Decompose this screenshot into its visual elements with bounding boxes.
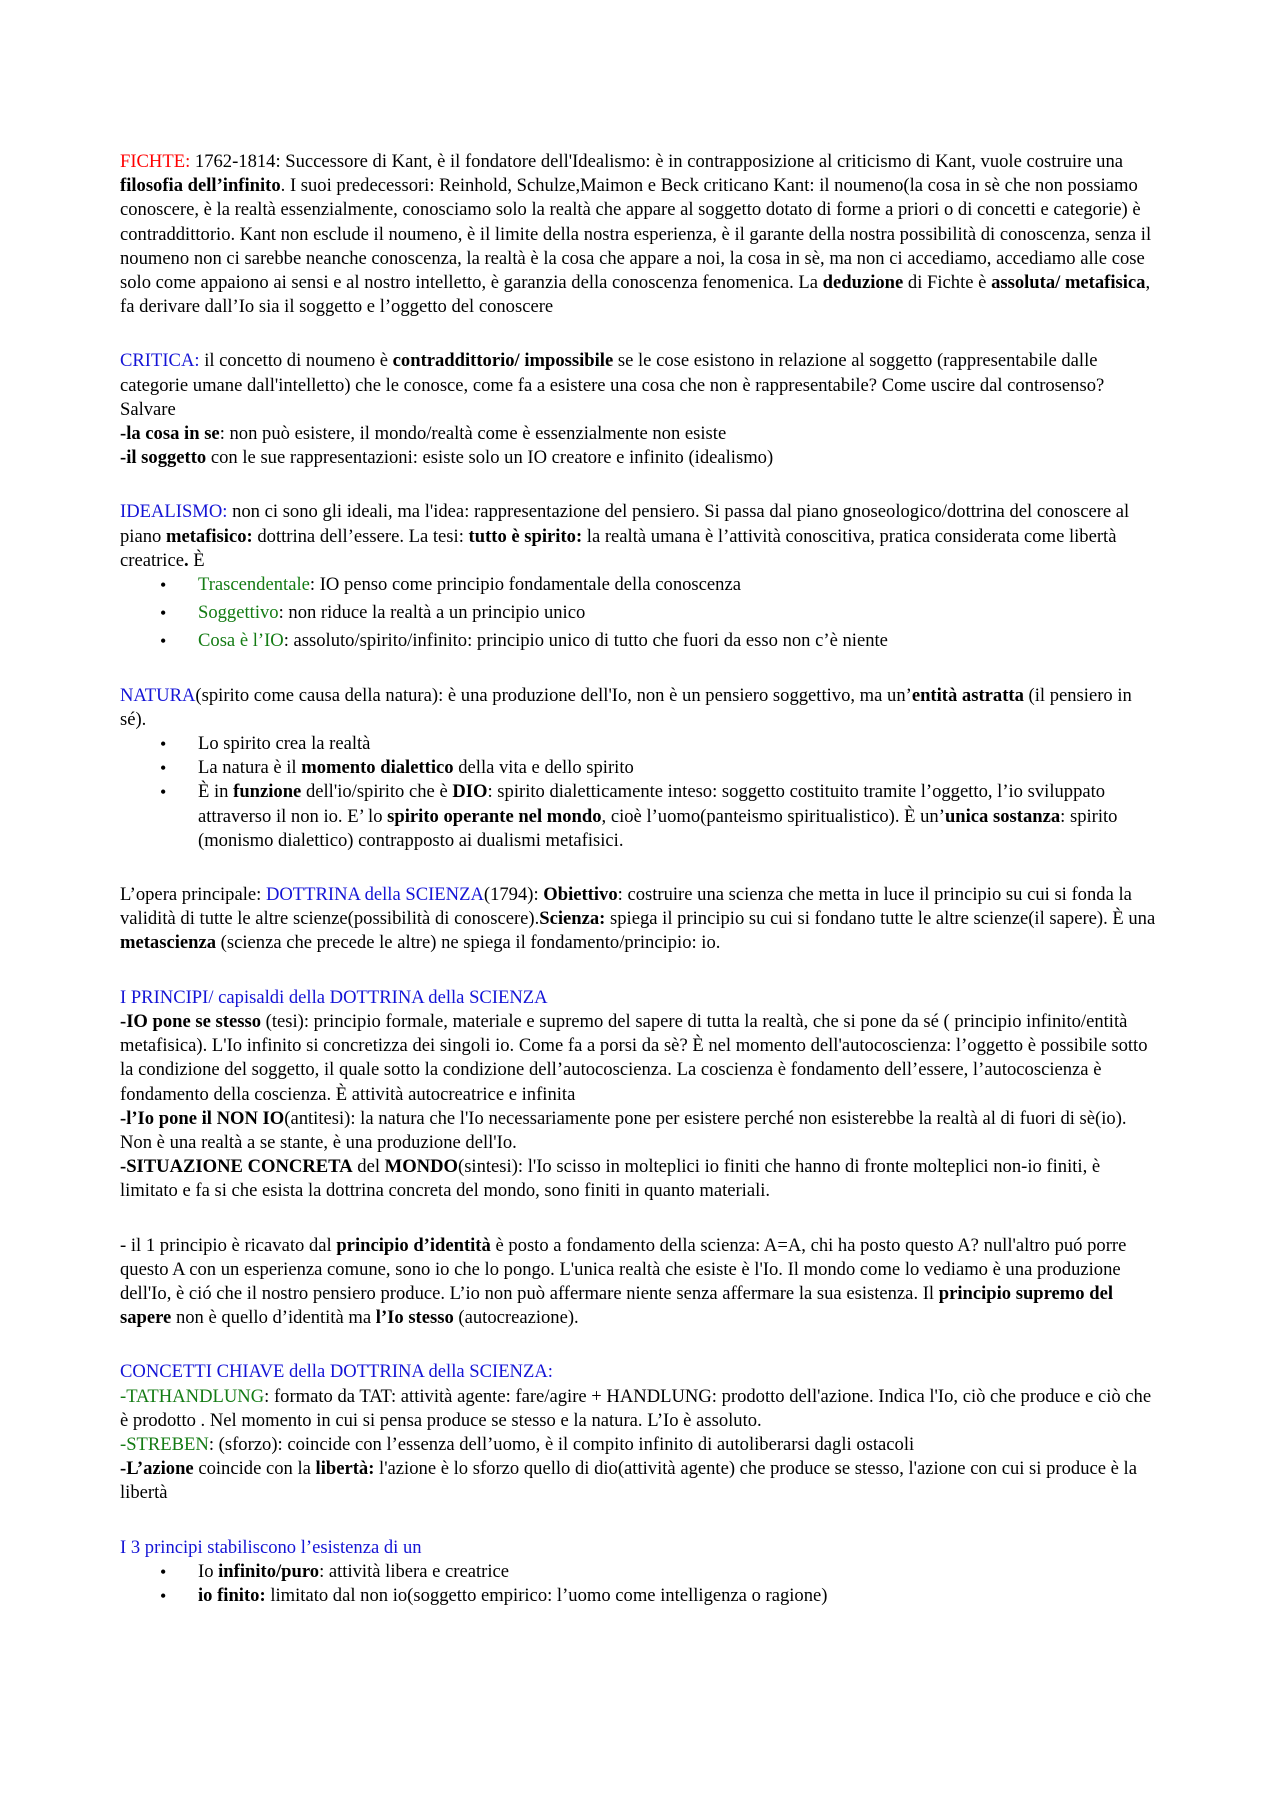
concetto-azione: -L’azione coincide con la libertà: l'azione è lo sforzo quello di dio(attività agente) che produce se stesso, l'azione con cui si produce è la libertà: [120, 1458, 1137, 1504]
list-item: • Soggettivo: non riduce la realtà a un principio unico: [120, 601, 1160, 625]
list-item: • Io infinito/puro: attività libera e creatrice: [120, 1560, 1160, 1584]
paragraph-primo-principio: - il 1 principio è ricavato dal principio d’identità è posto a fondamento della scienza: A=A, chi ha posto questo A? null'altro puó porre questo A con un esperienza comune, sono io che lo pongo. L'unica realtà che esiste è l'Io. Il mondo come lo vediamo è una produzione dell'Io, è ció che il nostro pensiero produce. L’io non può affermare niente senza affermare la sua esistenza. Il principio supremo del sapere non è quello d’identità ma l’Io stesso (autocreazione).: [120, 1234, 1127, 1329]
heading-dottrina: DOTTRINA della SCIENZA: [265, 884, 484, 906]
heading-critica: CRITICA:: [120, 350, 200, 372]
list-item: • È in funzione dell'io/spirito che è DIO: spirito dialetticamente inteso: soggetto costituito tramite l’oggetto, l’io sviluppato attraverso il non io. E’ lo spirito operante nel mondo, cioè l’uomo(panteismo spiritualistico). È un’unica sostanza: spirito (monismo dialettico) contrapposto ai dualismi metafisici.: [120, 780, 1160, 853]
heading-tre-principi: I 3 principi stabiliscono l’esistenza di un: [120, 1536, 422, 1558]
list-item: • io finito: limitato dal non io(soggetto empirico: l’uomo come intelligenza o ragione): [120, 1584, 1160, 1608]
principio-mondo: -SITUAZIONE CONCRETA del MONDO(sintesi): l'Io scisso in molteplici io finiti che hanno di fronte molteplici non-io finiti, è limitato e fa si che esista la dottrina concreta del mondo, sono finiti in quanto materiali.: [120, 1156, 1101, 1202]
heading-fichte: FICHTE:: [120, 151, 191, 172]
heading-idealismo: IDEALISMO:: [120, 501, 228, 523]
paragraph-natura: NATURA(spirito come causa della natura): è una produzione dell'Io, non è un pensiero soggettivo, ma un’entità astratta (il pensiero in sé).: [120, 684, 1132, 730]
paragraph-idealismo: IDEALISMO: non ci sono gli ideali, ma l'idea: rappresentazione del pensiero. Si passa dal piano gnoseologico/dottrina del conoscere al piano metafisico: dottrina dell’essere. La tesi: tutto è spirito: la realtà umana è l’attività conoscitiva, pratica considerata come libertà creatrice. È: [120, 501, 1130, 571]
critica-line-soggetto: -il soggetto con le sue rappresentazioni: esiste solo un IO creatore e infinito (idealismo): [120, 447, 774, 469]
critica-line-cosa: -la cosa in se: non può esistere, il mondo/realtà come è essenzialmente non esiste: [120, 423, 727, 445]
paragraph-critica: CRITICA: il concetto di noumeno è contraddittorio/ impossibile se le cose esistono in relazione al soggetto (rappresentabile dalle categorie umane dall'intelletto) che le conosce, come fa a esistere una cosa che non è rappresentabile? Come uscire dal controsenso? Salvare: [120, 350, 1105, 420]
list-item: • La natura è il momento dialettico della vita e dello spirito: [120, 756, 1160, 780]
natura-list: [120, 732, 1160, 853]
tre-principi-list: [120, 1560, 1160, 1608]
idealismo-list: [120, 573, 1160, 654]
paragraph-fichte: FICHTE: 1762-1814: Successore di Kant, è il fondatore dell'Idealismo: è in contrapposizione al criticismo di Kant, vuole costruire una filosofia dell’infinito. I suoi predecessori: Reinhold, Schulze,Maimon e Beck criticano Kant: il noumeno(la cosa in sè che non possiamo conoscere, è la realtà essenzialmente, conosciamo solo la realtà che appare al soggetto dotato di forme a priori o di concetti e categorie) è contraddittorio. Kant non esclude il noumeno, è il limite della nostra esperienza, è il garante della nostra possibilità di conoscenza, senza il noumeno non ci sarebbe neanche conoscenza, la realtà è la cosa che appare a noi, la cosa in sè, ma non ci accediamo, accediamo alle cose solo come appaiono ai sensi e al nostro intelletto, è garanzia della conoscenza fenomenica. La deduzione di Fichte è assoluta/ metafisica, fa derivare dall’Io sia il soggetto e l’oggetto del conoscere: [120, 151, 1152, 318]
principio-io: -IO pone se stesso (tesi): principio formale, materiale e supremo del sapere di tutta la realtà, che si pone da sé ( principio infinito/entità metafisica). L'Io infinito si concretizza dei singoli io. Come fa a porsi da sè? È nel momento dell'autocoscienza: l’oggetto è possibile sotto la condizione del soggetto, il quale sotto la condizione dell’autocoscienza. La coscienza è fondamento dell’essere, l’autocoscienza è fondamento della coscienza. È attività autocreatrice e infinita: [120, 1010, 1148, 1105]
heading-principi: I PRINCIPI/ capisaldi della DOTTRINA della SCIENZA: [120, 986, 548, 1008]
concetto-streben: -STREBEN: (sforzo): coincide con l’essenza dell’uomo, è il compito infinito di autoliberarsi dagli ostacoli: [120, 1433, 915, 1455]
principio-non-io: -l’Io pone il NON IO(antitesi): la natura che l'Io necessariamente pone per esistere perché non esisterebbe la realtà al di fuori di sè(io). Non è una realtà a se stante, è una produzione dell'Io.: [120, 1107, 1127, 1153]
list-item: • Cosa è l’IO: assoluto/spirito/infinito: principio unico di tutto che fuori da esso non c’è niente: [120, 629, 1160, 653]
list-item: • Trascendentale: IO penso come principio fondamentale della conoscenza: [120, 573, 1160, 597]
paragraph-opera: L’opera principale: DOTTRINA della SCIENZA(1794): Obiettivo: costruire una scienza che metta in luce il principio su cui si fonda la validità di tutte le altre scienze(possibilità di conoscere).Scienza: spiega il principio su cui si fondano tutte le altre scienze(il sapere). È una metascienza (scienza che precede le altre) ne spiega il fondamento/principio: io.: [120, 884, 1156, 954]
heading-natura: NATURA: [120, 684, 196, 706]
concetto-tathandlung: -TATHANDLUNG: formato da TAT: attività agente: fare/agire + HANDLUNG: prodotto dell'azione. Indica l'Io, ciò che produce e ciò che è prodotto . Nel momento in cui si pensa produce se stesso e la natura. L’Io è assoluto.: [120, 1385, 1152, 1431]
heading-concetti: CONCETTI CHIAVE della DOTTRINA della SCIENZA:: [120, 1361, 553, 1383]
list-item: • Lo spirito crea la realtà: [120, 732, 1160, 756]
